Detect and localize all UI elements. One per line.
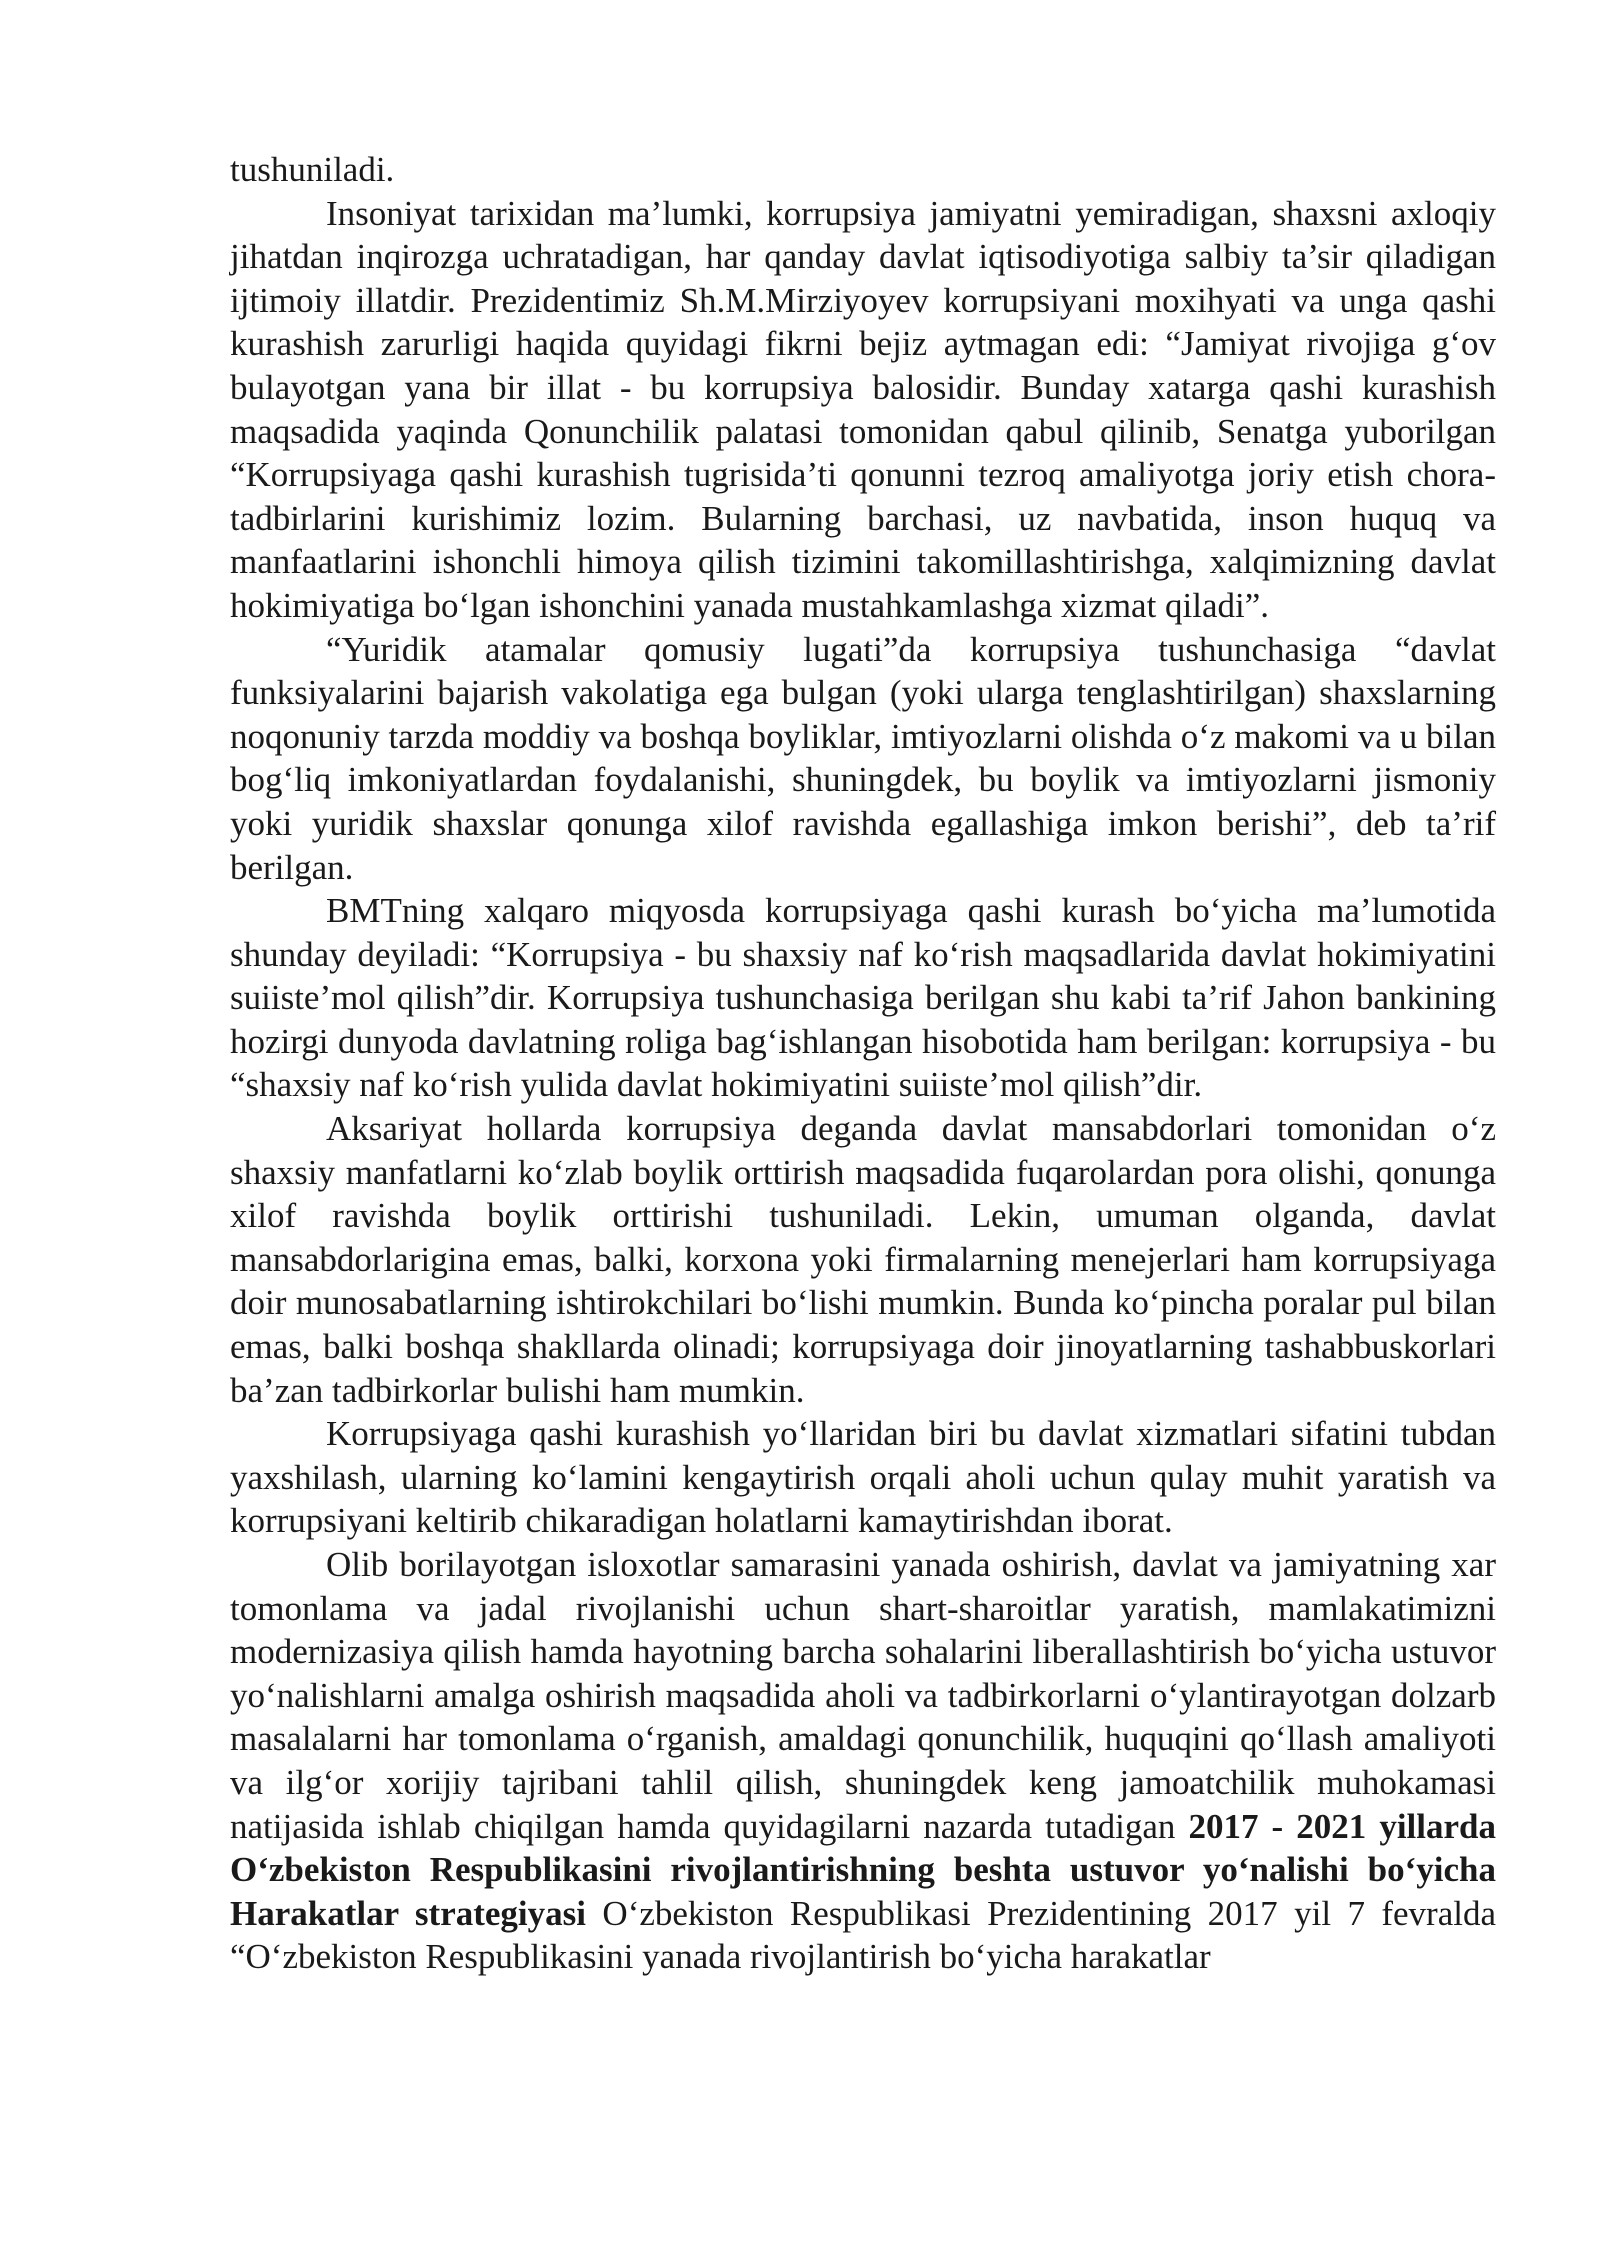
paragraph-1: tushuniladi. bbox=[230, 150, 395, 189]
paragraph-7-text-end: O‘zbekiston Respublikasi Prezidentining 2017 yil 7 fevralda “O‘zbekiston Respublikasini yanada rivojlantirish bo‘yicha harakatlar bbox=[230, 1893, 1497, 1977]
paragraph-2: Insoniyat tarixidan ma’lumki, korrupsiya jamiyatni yemiradigan, shaxsni axloqiy jihatdan inqirozga uchratadigan, har qanday davlat iqtisodiyotiga salbiy ta’sir qiladigan ijtimoiy illatdir. Prezidentimiz Sh.M.Mirziyoyev korrupsiyani moxihyati va unga qashi kurashish zarurligi haqida quyidagi fikrni bejiz aytmagan edi: “Jamiyat rivojiga g‘ov bulayotgan yana bir illat - bu korrupsiya balosidir. Bunday xatarga qashi kurashish maqsadida yaqinda Qonunchilik palatasi tomonidan qabul qilinib, Senatga yuborilgan “Korrupsiyaga qashi kurashish tugrisida’ti qonunni tezroq amaliyotga joriy etish chora-tadbirlarini kurishimiz lozim. Bularning barchasi, uz navbatida, inson huquq va manfaatlarini ishonchli himoya qilish tizimini takomillashtirishga, xalqimizning davlat hokimiyatiga bo‘lgan ishonchini yanada mustahkamlashga xizmat qiladi”. bbox=[230, 193, 1496, 625]
paragraph-3: “Yuridik atamalar qomusiy lugati”da korrupsiya tushunchasiga “davlat funksiyalarini bajarish vakolatiga ega bulgan (yoki ularga tenglashtirilgan) shaxslarning noqonuniy tarzda moddiy va boshqa boyliklar, imtiyozlarni olishda o‘z makomi va u bilan bog‘liq imkoniyatlardan foydalanishi, shuningdek, bu boylik va imtiyozlarni jismoniy yoki yuridik shaxslar qonunga xilof ravishda egallashiga imkon berishi”, deb ta’rif berilgan. bbox=[230, 629, 1496, 887]
paragraph-5: Aksariyat hollarda korrupsiya deganda davlat mansabdorlari tomonidan o‘z shaxsiy manfatlarni ko‘zlab boylik orttirish maqsadida fuqarolardan pora olishi, qonunga xilof ravishda boylik orttirishi tushuniladi. Lekin, umuman olganda, davlat mansabdorlarigina emas, balki, korxona yoki firmalarning menejerlari ham korrupsiyaga doir munosabatlarning ishtirokchilari bo‘lishi mumkin. Bunda ko‘pincha poralar pul bilan emas, balki boshqa shakllarda olinadi; korrupsiyaga doir jinoyatlarning tashabbuskorlari ba’zan tadbirkorlar bulishi ham mumkin. bbox=[230, 1109, 1496, 1410]
paragraph-7-bold-strategy-title: 2017 - 2021 yillarda O‘zbekiston Respublikasini rivojlantirishning beshta ustuvor yo‘nalishi bo‘yicha Harakatlar strategiyasi bbox=[230, 1806, 1497, 1933]
paragraph-6: Korrupsiyaga qashi kurashish yo‘llaridan biri bu davlat xizmatlari sifatini tubdan yaxshilash, ularning ko‘lamini kengaytirish orqali aholi uchun qulay muhit yaratish va korrupsiyani keltirib chikaradigan holatlarni kamaytirishdan iborat. bbox=[230, 1414, 1496, 1541]
paragraph-4: BMTning xalqaro miqyosda korrupsiyaga qashi kurash bo‘yicha ma’lumotida shunday deyiladi: “Korrupsiya - bu shaxsiy naf ko‘rish maqsadlarida davlat hokimiyatini suiiste’mol qilish”dir. Korrupsiya tushunchasiga berilgan shu kabi ta’rif Jahon bankining hozirgi dunyoda davlatning roliga bag‘ishlangan hisobotida ham berilgan: korrupsiya - bu “shaxsiy naf ko‘rish yulida davlat hokimiyatini suiiste’mol qilish”dir. bbox=[230, 891, 1496, 1105]
paragraph-7-text-start: Olib borilayotgan isloxotlar samarasini yanada oshirish, davlat va jamiyatning xar tomonlama va jadal rivojlanishi uchun shart-sharoitlar yaratish, mamlakatimizni modernizasiya qilish hamda hayotning barcha sohalarini liberallashtirish bo‘yicha ustuvor yo‘nalishlarni amalga oshirish maqsadida aholi va tadbirkorlarni o‘ylantirayotgan dolzarb masalalarni har tomonlama o‘rganish, amaldagi qonunchilik, huquqini qo‘llash amaliyoti va ilg‘or xorijiy tajribani tahlil qilish, shuningdek keng jamoatchilik muhokamasi natijasida ishlab chiqilgan hamda quyidagilarni nazarda tutadigan bbox=[230, 1545, 1496, 1846]
paragraph-7 bbox=[230, 1543, 1496, 1979]
document-page bbox=[230, 148, 1496, 1979]
